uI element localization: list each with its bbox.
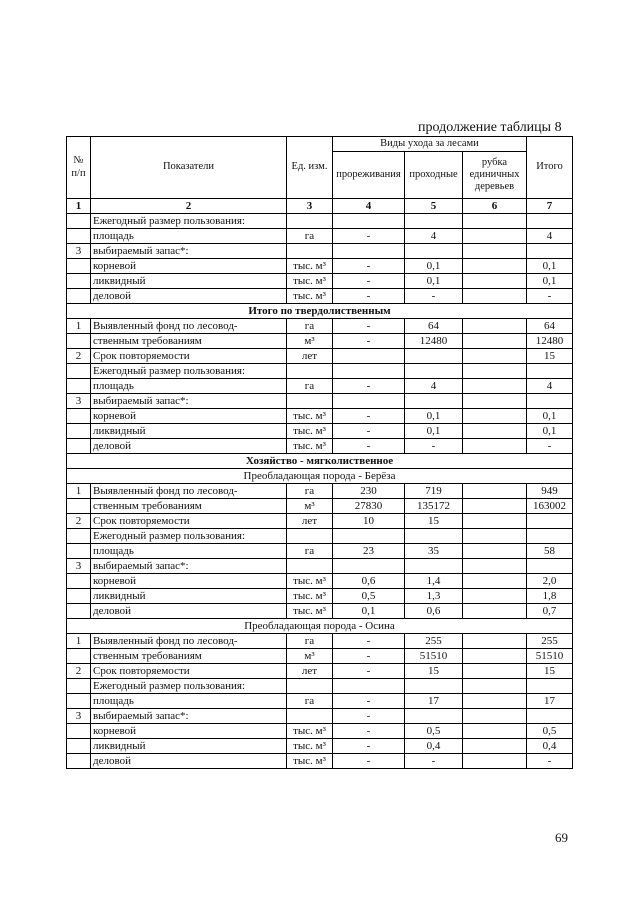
cell-value: 0,5 xyxy=(527,724,573,739)
row-unit: га xyxy=(287,694,333,709)
row-num: 2 xyxy=(67,664,91,679)
row-label: Ежегодный размер пользования: xyxy=(91,529,287,544)
cell-value: 23 xyxy=(333,544,405,559)
cell-value: - xyxy=(333,709,405,724)
row-label: Ежегодный размер пользования: xyxy=(91,364,287,379)
table-row xyxy=(67,529,573,544)
table-row xyxy=(67,214,573,229)
cell-value: 0,5 xyxy=(405,724,463,739)
row-label: деловой xyxy=(91,604,287,619)
cell-value: - xyxy=(333,754,405,769)
table-row xyxy=(67,334,573,349)
cell-value xyxy=(463,229,527,244)
cell-value xyxy=(463,544,527,559)
column-number: 6 xyxy=(463,199,527,214)
table-row xyxy=(67,604,573,619)
row-num: 2 xyxy=(67,514,91,529)
column-number: 2 xyxy=(91,199,287,214)
cell-value: 4 xyxy=(405,379,463,394)
cell-value: 27830 xyxy=(333,499,405,514)
cell-value: 0,1 xyxy=(527,409,573,424)
row-unit: тыс. м³ xyxy=(287,604,333,619)
cell-value: - xyxy=(333,274,405,289)
cell-value xyxy=(463,379,527,394)
table-row xyxy=(67,544,573,559)
table-row xyxy=(67,499,573,514)
row-unit: лет xyxy=(287,514,333,529)
cell-value: - xyxy=(333,649,405,664)
cell-value: 0,7 xyxy=(527,604,573,619)
cell-value: 949 xyxy=(527,484,573,499)
cell-value: - xyxy=(333,229,405,244)
table-row xyxy=(67,424,573,439)
cell-value: 15 xyxy=(527,349,573,364)
cell-value: 51510 xyxy=(527,649,573,664)
cell-value: 0,1 xyxy=(405,259,463,274)
cell-value xyxy=(463,439,527,454)
cell-value xyxy=(527,514,573,529)
cell-value: 35 xyxy=(405,544,463,559)
header-total: Итого xyxy=(527,137,573,199)
cell-value: 0,1 xyxy=(405,274,463,289)
cell-value: 4 xyxy=(527,229,573,244)
table-row xyxy=(67,319,573,334)
row-num: 3 xyxy=(67,709,91,724)
row-label: Выявленный фонд по лесовод- xyxy=(91,484,287,499)
row-label: площадь xyxy=(91,229,287,244)
cell-value xyxy=(463,649,527,664)
cell-value: - xyxy=(333,259,405,274)
cell-value: 58 xyxy=(527,544,573,559)
row-label: корневой xyxy=(91,724,287,739)
table-row xyxy=(67,754,573,769)
cell-value xyxy=(463,694,527,709)
column-number-row xyxy=(67,199,573,214)
header-row xyxy=(67,137,573,152)
cell-value: 0,1 xyxy=(405,424,463,439)
cell-value: - xyxy=(333,439,405,454)
cell-value: 64 xyxy=(527,319,573,334)
table-row xyxy=(67,709,573,724)
cell-value: 1,4 xyxy=(405,574,463,589)
table-row xyxy=(67,724,573,739)
cell-value: 17 xyxy=(405,694,463,709)
section-row xyxy=(67,304,573,319)
cell-value: - xyxy=(405,289,463,304)
table-row xyxy=(67,244,573,259)
cell-value: - xyxy=(527,289,573,304)
cell-value: 2,0 xyxy=(527,574,573,589)
column-number: 5 xyxy=(405,199,463,214)
cell-value: 135172 xyxy=(405,499,463,514)
table-row xyxy=(67,514,573,529)
cell-value: 0,1 xyxy=(333,604,405,619)
cell-value: 0,6 xyxy=(333,574,405,589)
cell-value: 163002 xyxy=(527,499,573,514)
cell-value xyxy=(463,604,527,619)
table-row xyxy=(67,559,573,574)
row-unit: тыс. м³ xyxy=(287,259,333,274)
cell-value: 10 xyxy=(333,514,405,529)
row-num: 1 xyxy=(67,634,91,649)
row-unit: га xyxy=(287,544,333,559)
cell-value xyxy=(463,259,527,274)
table-caption: продолжение таблицы 8 xyxy=(418,120,562,135)
header-num: № п/п xyxy=(67,137,91,199)
cell-value: 12480 xyxy=(405,334,463,349)
subsection-title: Преобладающая порода - Берёза xyxy=(67,469,573,484)
subsection-row xyxy=(67,619,573,634)
cell-value xyxy=(463,664,527,679)
cell-value: 12480 xyxy=(527,334,573,349)
cell-value xyxy=(463,634,527,649)
row-unit: м³ xyxy=(287,649,333,664)
table-row xyxy=(67,694,573,709)
row-num: 2 xyxy=(67,349,91,364)
cell-value: - xyxy=(527,439,573,454)
row-label: ликвидный xyxy=(91,589,287,604)
row-unit: тыс. м³ xyxy=(287,409,333,424)
cell-value: - xyxy=(333,334,405,349)
column-number: 4 xyxy=(333,199,405,214)
cell-value: 0,1 xyxy=(527,274,573,289)
cell-value: 0,1 xyxy=(405,409,463,424)
cell-value xyxy=(463,739,527,754)
header-single-trees: рубка единичных деревьев xyxy=(463,152,527,199)
cell-value xyxy=(463,274,527,289)
row-label: деловой xyxy=(91,754,287,769)
cell-value xyxy=(463,334,527,349)
cell-value xyxy=(463,754,527,769)
cell-value: 4 xyxy=(527,379,573,394)
row-label: корневой xyxy=(91,259,287,274)
cell-value: 17 xyxy=(527,694,573,709)
row-label: ликвидный xyxy=(91,424,287,439)
cell-value: 0,1 xyxy=(527,259,573,274)
header-indicator: Показатели xyxy=(91,137,287,199)
row-unit: га xyxy=(287,229,333,244)
row-label: площадь xyxy=(91,379,287,394)
cell-value: 0,4 xyxy=(405,739,463,754)
row-label: ственным требованиям xyxy=(91,499,287,514)
row-label: Ежегодный размер пользования: xyxy=(91,214,287,229)
row-label: площадь xyxy=(91,544,287,559)
row-unit: тыс. м³ xyxy=(287,589,333,604)
row-label: выбираемый запас*: xyxy=(91,709,287,724)
cell-value: - xyxy=(333,424,405,439)
cell-value xyxy=(463,589,527,604)
table-row xyxy=(67,379,573,394)
row-label: Срок повторяемости xyxy=(91,664,287,679)
row-unit: м³ xyxy=(287,334,333,349)
cell-value: 0,5 xyxy=(333,589,405,604)
row-label: корневой xyxy=(91,409,287,424)
table-row xyxy=(67,589,573,604)
cell-value: 0,4 xyxy=(527,739,573,754)
row-unit: га xyxy=(287,484,333,499)
row-label: Выявленный фонд по лесовод- xyxy=(91,319,287,334)
table-row xyxy=(67,274,573,289)
cell-value: - xyxy=(333,634,405,649)
row-num: 3 xyxy=(67,559,91,574)
row-label: ликвидный xyxy=(91,739,287,754)
row-num: 3 xyxy=(67,244,91,259)
table-row xyxy=(67,409,573,424)
subsection-row xyxy=(67,469,573,484)
cell-value: - xyxy=(333,664,405,679)
cell-value: - xyxy=(333,739,405,754)
cell-value: 230 xyxy=(333,484,405,499)
row-unit: га xyxy=(287,379,333,394)
table-row xyxy=(67,364,573,379)
row-label: деловой xyxy=(91,439,287,454)
cell-value: 1,8 xyxy=(527,589,573,604)
row-unit: га xyxy=(287,319,333,334)
section-title: Итого по твердолиственным xyxy=(67,304,573,319)
row-unit: м³ xyxy=(287,499,333,514)
cell-value: 0,6 xyxy=(405,604,463,619)
row-label: ственным требованиям xyxy=(91,334,287,349)
cell-value: - xyxy=(333,319,405,334)
cell-value: 0,1 xyxy=(527,424,573,439)
header-unit: Ед. изм. xyxy=(287,137,333,199)
row-unit: тыс. м³ xyxy=(287,574,333,589)
table-row xyxy=(67,439,573,454)
cell-value xyxy=(463,514,527,529)
page-number: 69 xyxy=(555,830,568,845)
row-unit: тыс. м³ xyxy=(287,724,333,739)
row-unit: га xyxy=(287,634,333,649)
row-unit: тыс. м³ xyxy=(287,289,333,304)
cell-value: 51510 xyxy=(405,649,463,664)
cell-value: - xyxy=(405,754,463,769)
table-row xyxy=(67,679,573,694)
table-row xyxy=(67,394,573,409)
row-label: деловой xyxy=(91,289,287,304)
cell-value xyxy=(463,319,527,334)
row-unit: тыс. м³ xyxy=(287,739,333,754)
row-label: площадь xyxy=(91,694,287,709)
cell-value: - xyxy=(405,439,463,454)
cell-value: - xyxy=(333,724,405,739)
row-label: выбираемый запас*: xyxy=(91,244,287,259)
table-row xyxy=(67,634,573,649)
cell-value: 719 xyxy=(405,484,463,499)
cell-value xyxy=(463,574,527,589)
row-label: выбираемый запас*: xyxy=(91,394,287,409)
header-passing: проходные xyxy=(405,152,463,199)
table-row xyxy=(67,259,573,274)
row-unit: тыс. м³ xyxy=(287,274,333,289)
row-label: Срок повторяемости xyxy=(91,349,287,364)
cell-value xyxy=(333,349,405,364)
cell-value: 15 xyxy=(405,664,463,679)
cell-value xyxy=(463,724,527,739)
table-row xyxy=(67,349,573,364)
row-label: Выявленный фонд по лесовод- xyxy=(91,634,287,649)
cell-value: - xyxy=(333,289,405,304)
table-row xyxy=(67,229,573,244)
subsection-title: Преобладающая порода - Осина xyxy=(67,619,573,634)
column-number: 1 xyxy=(67,199,91,214)
cell-value: 15 xyxy=(405,514,463,529)
cell-value: 4 xyxy=(405,229,463,244)
cell-value: - xyxy=(527,754,573,769)
table-row xyxy=(67,649,573,664)
cell-value: - xyxy=(333,379,405,394)
cell-value: 255 xyxy=(405,634,463,649)
row-label: ственным требованиям xyxy=(91,649,287,664)
column-number: 7 xyxy=(527,199,573,214)
row-label: корневой xyxy=(91,574,287,589)
cell-value: 255 xyxy=(527,634,573,649)
header-group: Виды ухода за лесами xyxy=(333,137,527,152)
table-row xyxy=(67,664,573,679)
column-number: 3 xyxy=(287,199,333,214)
cell-value: - xyxy=(333,409,405,424)
cell-value xyxy=(405,349,463,364)
cell-value xyxy=(463,409,527,424)
row-num: 1 xyxy=(67,484,91,499)
cell-value: - xyxy=(333,694,405,709)
header-thinning: прореживания xyxy=(333,152,405,199)
cell-value xyxy=(463,499,527,514)
table-row xyxy=(67,289,573,304)
row-label: Срок повторяемости xyxy=(91,514,287,529)
row-label: ликвидный xyxy=(91,274,287,289)
row-unit: тыс. м³ xyxy=(287,754,333,769)
row-unit: лет xyxy=(287,664,333,679)
row-num: 3 xyxy=(67,394,91,409)
cell-value xyxy=(463,484,527,499)
row-unit: тыс. м³ xyxy=(287,439,333,454)
table-row xyxy=(67,484,573,499)
cell-value xyxy=(463,289,527,304)
row-unit: тыс. м³ xyxy=(287,424,333,439)
cell-value: 15 xyxy=(527,664,573,679)
cell-value xyxy=(463,349,527,364)
section-row xyxy=(67,454,573,469)
cell-value: 1,3 xyxy=(405,589,463,604)
row-num xyxy=(67,214,91,229)
row-unit: лет xyxy=(287,349,333,364)
row-label: Ежегодный размер пользования: xyxy=(91,679,287,694)
cell-value xyxy=(463,424,527,439)
section-title: Хозяйство - мягколиственное xyxy=(67,454,573,469)
row-label: выбираемый запас*: xyxy=(91,559,287,574)
table-row xyxy=(67,574,573,589)
cell-value: 64 xyxy=(405,319,463,334)
data-table xyxy=(66,136,573,769)
row-num: 1 xyxy=(67,319,91,334)
table-row xyxy=(67,739,573,754)
